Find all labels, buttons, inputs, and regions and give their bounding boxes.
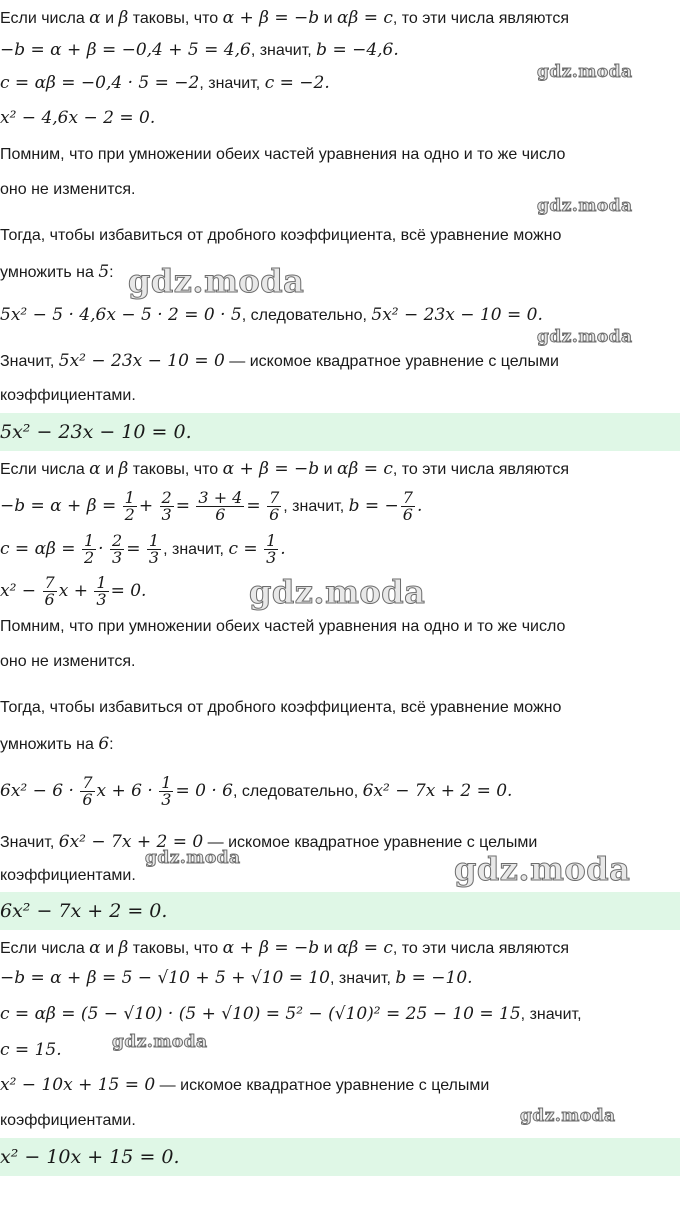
watermark-logo: gdz.moda <box>537 62 633 82</box>
s2-intro-line: Если числа α и β таковы, что α + β = −b и αβ = c, то эти числа являются <box>0 459 569 479</box>
s1-note-3: Тогда, чтобы избавиться от дробного коэффициента, всё уравнение можно <box>0 227 562 244</box>
s2-note-4: умножить на 6: <box>0 734 114 754</box>
s1-sum-result: b = −4,6. <box>316 40 399 60</box>
s3-sum-line: −b = α + β = 5 − √10 + 5 + √10 = 10, значит, b = −10. <box>0 968 473 988</box>
s1-conclusion-2: коэффициентами. <box>0 387 136 404</box>
watermark-logo: gdz.moda <box>145 848 241 868</box>
s2-note-1: Помним, что при умножении обеих частей уравнения на одно и то же число <box>0 618 566 635</box>
s1-intro-line: Если числа α и β таковы, что α + β = −b и αβ = c, то эти числа являются <box>0 8 569 28</box>
s2-equation: x² − $\frac{7}{6}$ x + $\frac{1}{3}$ = 0. <box>0 573 147 610</box>
s3-conclusion-1: x² − 10x + 15 = 0 — искомое квадратное уравнение с целыми <box>0 1075 490 1095</box>
s3-prod-line: c = αβ = (5 − √10) · (5 + √10) = 5² − (√10)² = 25 − 10 = 15, значит, <box>0 1004 582 1024</box>
s1-note-4: умножить на 5: <box>0 262 114 282</box>
s3-answer: x² − 10x + 15 = 0. <box>0 1146 180 1168</box>
s2-note-3: Тогда, чтобы избавиться от дробного коэффициента, всё уравнение можно <box>0 699 562 716</box>
watermark-logo: gdz.moda <box>128 262 305 300</box>
s2-prod-line: c = αβ = $\frac{1}{2}$ · $\frac{2}{3}$ = $\frac{1}{3}$ , значит, c = $\frac{1}{3}$ . <box>0 531 286 568</box>
s2-note-2: оно не изменится. <box>0 653 136 670</box>
s1-equation: x² − 4,6x − 2 = 0. <box>0 108 156 128</box>
s3-prod-result: c = 15. <box>0 1040 62 1060</box>
s2-answer: 6x² − 7x + 2 = 0. <box>0 900 168 922</box>
watermark-logo: gdz.moda <box>112 1032 208 1052</box>
s1-conclusion-1: Значит, 5x² − 23x − 10 = 0 — искомое квадратное уравнение с целыми <box>0 351 559 371</box>
s1-answer: 5x² − 23x − 10 = 0. <box>0 421 192 443</box>
s3-intro-line: Если числа α и β таковы, что α + β = −b и αβ = c, то эти числа являются <box>0 938 569 958</box>
s1-prod-result: c = −2. <box>264 73 330 93</box>
watermark-logo: gdz.moda <box>520 1106 616 1126</box>
watermark-logo: gdz.moda <box>537 196 633 216</box>
s3-conclusion-2: коэффициентами. <box>0 1112 136 1129</box>
watermark-logo: gdz.moda <box>454 850 631 888</box>
watermark-logo: gdz.moda <box>249 573 426 611</box>
s1-sum-line: −b = α + β = −0,4 + 5 = 4,6, значит, b = −4,6. <box>0 40 399 60</box>
s2-sum-line: −b = α + β = $\frac{1}{2}$ + $\frac{2}{3}$ = $\frac{3 + 4}{6}$ = $\frac{7}{6}$ , значит, b = − $\frac{7}{6}$ . <box>0 488 423 525</box>
s1-prod-expr: c = αβ = −0,4 · 5 = −2 <box>0 73 200 93</box>
s1-mult-line: 5x² − 5 · 4,6x − 5 · 2 = 0 · 5, следовательно, 5x² − 23x − 10 = 0. <box>0 305 543 325</box>
s1-prod-line: c = αβ = −0,4 · 5 = −2, значит, c = −2. <box>0 73 330 93</box>
watermark-logo: gdz.moda <box>537 327 633 347</box>
s2-mult-line: 6x² − 6 · $\frac{7}{6}$ x + 6 · $\frac{1}{3}$ = 0 · 6, следовательно, 6x² − 7x + 2 = 0. <box>0 773 513 810</box>
s1-note-2: оно не изменится. <box>0 181 136 198</box>
s2-conclusion-2: коэффициентами. <box>0 867 136 884</box>
s1-sum-expr: −b = α + β = −0,4 + 5 = 4,6 <box>0 40 251 60</box>
s2-conclusion-1: Значит, 6x² − 7x + 2 = 0 — искомое квадратное уравнение с целыми <box>0 832 538 852</box>
s1-note-1: Помним, что при умножении обеих частей уравнения на одно и то же число <box>0 146 566 163</box>
